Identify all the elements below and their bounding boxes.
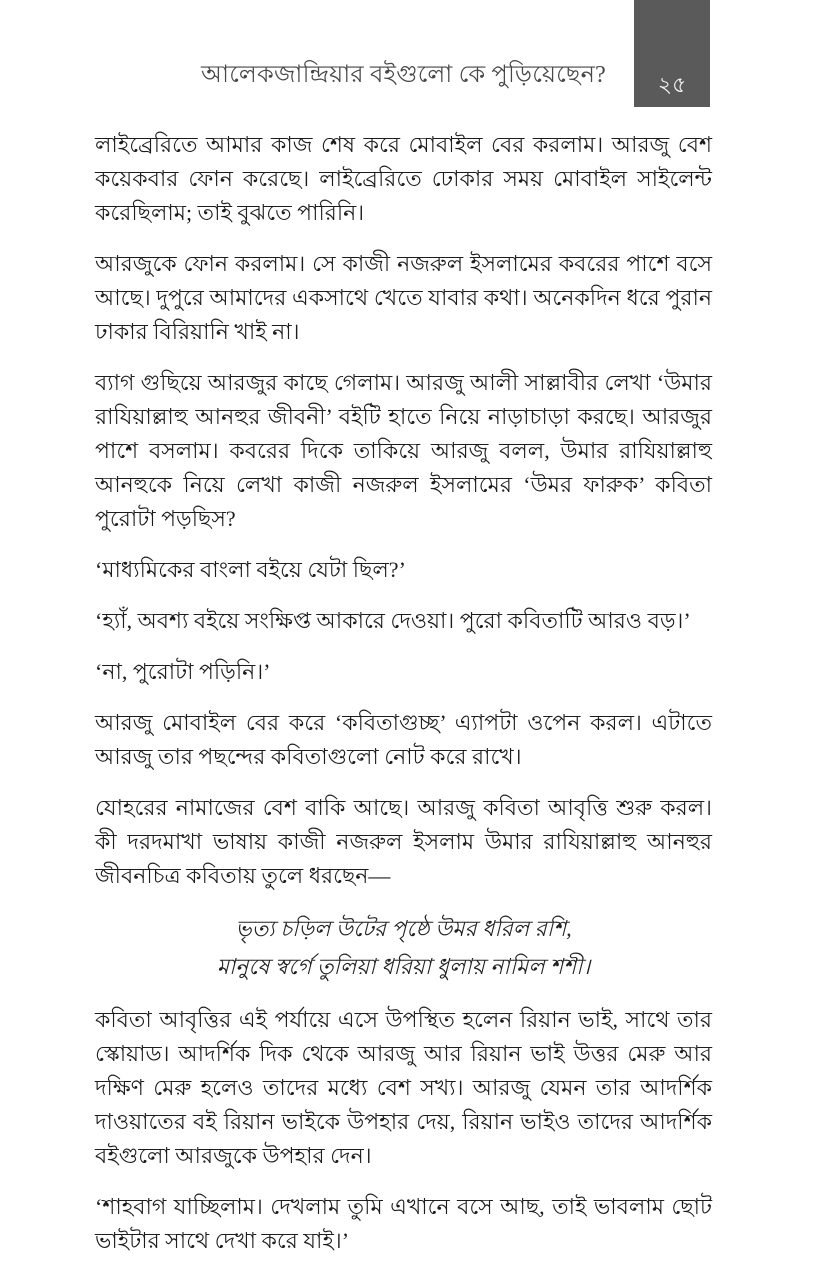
paragraph: যোহরের নামাজের বেশ বাকি আছে। আরজু কবিতা আবৃত্তি শুরু করল। কী দরদমাখা ভাষায় কাজী নজরুল ইসলাম উমার রাযিয়াল্লাহু আনহুর জীবনচিত্র কবিতায় তুলে ধরছেন— xyxy=(95,795,712,888)
dialogue-line: ‘শাহবাগ যাচ্ছিলাম। দেখলাম তুমি এখানে বসে আছ, তাই ভাবলাম ছোট ভাইটার সাথে দেখা করে যাই।’ xyxy=(95,1194,712,1253)
paragraph: আরজু মোবাইল বের করে ‘কবিতাগুচ্ছ’ এ্যাপটা ওপেন করল। এটাতে আরজু তার পছন্দের কবিতাগুলো নোট করে রাখে। xyxy=(95,710,712,769)
verse-line: ভৃত্য চড়িল উটের পৃষ্ঠে উমর ধরিল রশি, xyxy=(235,916,572,941)
running-head-title: আলেকজান্দ্রিয়ার বইগুলো কে পুড়িয়েছেন? xyxy=(201,62,606,88)
page-number-box xyxy=(634,0,710,107)
page-number: ২৫ xyxy=(657,72,687,97)
paragraph: ব্যাগ গুছিয়ে আরজুর কাছে গেলাম। আরজু আলী সাল্লাবীর লেখা ‘উমার রাযিয়াল্লাহু আনহুর জীবনী’ বইটি হাতে নিয়ে নাড়াচাড়া করছে। আরজুর পাশে বসলাম। কবরের দিকে তাকিয়ে আরজু বলল, উমার রাযিয়াল্লাহু আনহুকে নিয়ে লেখা কাজী নজরুল ইসলামের ‘উমর ফারুক’ কবিতা পুরোটা পড়ছিস? xyxy=(95,370,712,531)
dialogue-line: ‘মাধ্যমিকের বাংলা বইয়ে যেটা ছিল?’ xyxy=(95,557,406,582)
paragraph: কবিতা আবৃত্তির এই পর্যায়ে এসে উপস্থিত হলেন রিয়ান ভাই, সাথে তার স্কোয়াড। আদর্শিক দিক থেকে আরজু আর রিয়ান ভাই উত্তর মেরু আর দক্ষিণ মেরু হলেও তাদের মধ্যে বেশ সখ্য। আরজু যেমন তার আদর্শিক দাওয়াতের বই রিয়ান ভাইকে উপহার দেয়, রিয়ান ভাইও তাদের আদর্শিক বইগুলো আরজুকে উপহার দেন। xyxy=(95,1007,712,1168)
page-body-text xyxy=(95,128,712,1270)
dialogue-line: ‘না, পুরোটা পড়িনি।’ xyxy=(95,659,271,684)
verse-line: মানুষে স্বর্গে তুলিয়া ধরিয়া ধুলায় নামিল শশী। xyxy=(216,954,591,979)
dialogue-line: ‘হ্যাঁ, অবশ্য বইয়ে সংক্ষিপ্ত আকারে দেওয়া। পুরো কবিতাটি আরও বড়।’ xyxy=(95,608,691,633)
paragraph: লাইব্রেরিতে আমার কাজ শেষ করে মোবাইল বের করলাম। আরজু বেশ কয়েকবার ফোন করেছে। লাইব্রেরিতে ঢোকার সময় মোবাইল সাইলেন্ট করেছিলাম; তাই বুঝতে পারিনি। xyxy=(95,132,712,225)
verse-couplet xyxy=(95,910,712,986)
paragraph: আরজুকে ফোন করলাম। সে কাজী নজরুল ইসলামের কবরের পাশে বসে আছে। দুপুরে আমাদের একসাথে খেতে যাবার কথা। অনেকদিন ধরে পুরান ঢাকার বিরিয়ানি খাই না। xyxy=(95,251,712,344)
